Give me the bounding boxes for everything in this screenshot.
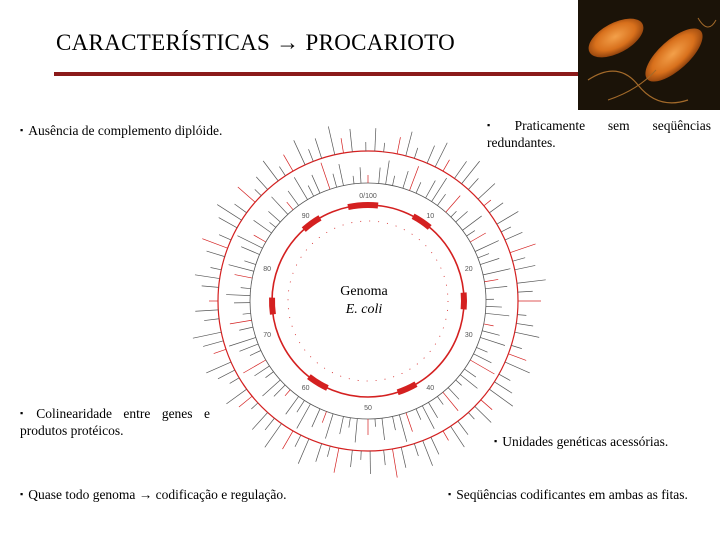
gene-tick: [416, 409, 421, 420]
gene-tick: [437, 194, 445, 205]
gene-tick: [435, 143, 447, 167]
genome-label-species: E. coli: [345, 302, 383, 317]
bullet-coding-text: Quase todo genoma → codificação e regulação.: [28, 487, 287, 502]
gene-tick: [474, 354, 492, 363]
inner-arc-3: [398, 384, 416, 392]
gene-tick: [410, 166, 419, 190]
gene-tick: [202, 239, 227, 248]
gene-tick: [351, 450, 353, 467]
gene-tick: [286, 396, 299, 414]
gene-tick: [309, 149, 314, 161]
gene-tick: [263, 161, 278, 181]
gene-tick: [393, 416, 396, 430]
gene-tick: [399, 415, 406, 442]
gene-tick: [298, 439, 309, 464]
gene-tick: [254, 220, 272, 233]
gene-tick: [353, 176, 354, 184]
gene-tick: [219, 235, 231, 240]
gene-tick: [446, 196, 460, 213]
map-minute-label: 40: [426, 384, 435, 392]
gene-tick: [481, 400, 492, 410]
map-minute-label: 70: [263, 331, 272, 339]
gene-tick: [517, 315, 526, 316]
gene-tick: [325, 414, 333, 439]
gene-tick: [195, 310, 218, 311]
bullet-mark: ▪: [20, 125, 24, 135]
gene-tick: [235, 275, 253, 278]
bullet-redundant: [487, 117, 711, 151]
gene-tick: [279, 167, 285, 176]
gene-tick: [384, 450, 386, 465]
gene-tick: [485, 313, 509, 316]
gene-tick: [312, 175, 320, 193]
inner-arc-5: [272, 298, 273, 315]
bullet-accessory: [494, 433, 714, 450]
gene-tick: [423, 441, 433, 466]
gene-tick: [239, 327, 253, 330]
gene-tick: [218, 370, 235, 379]
gene-tick: [237, 236, 262, 249]
gene-tick: [255, 189, 261, 195]
gene-tick: [214, 349, 226, 353]
bullet-diploid: [20, 122, 280, 139]
genome-label-line1: Genoma: [340, 284, 388, 299]
gene-tick: [297, 404, 311, 428]
gene-tick: [456, 380, 462, 385]
gene-tick: [230, 378, 239, 384]
bullet-accessory-text: Unidades genéticas acessórias.: [502, 434, 669, 449]
bullet-mark: ▪: [448, 489, 452, 499]
map-minute-label: 30: [464, 331, 473, 339]
gene-tick: [517, 280, 546, 283]
gene-tick: [432, 178, 447, 202]
gene-tick: [476, 347, 487, 352]
gene-tick: [483, 269, 510, 275]
gene-tick: [443, 431, 449, 441]
gene-tick: [499, 374, 510, 380]
gene-tick: [484, 324, 494, 326]
gene-tick: [226, 389, 246, 404]
gene-tick: [392, 449, 397, 478]
gene-tick: [462, 216, 481, 230]
map-minute-label: 80: [263, 266, 272, 274]
gene-tick: [193, 332, 221, 338]
gene-tick: [508, 354, 526, 361]
gene-tick: [219, 218, 237, 228]
slide-title: CARACTERÍSTICAS → PROCARIOTO: [56, 30, 456, 55]
gene-tick: [230, 320, 252, 324]
gene-tick: [397, 137, 400, 154]
gene-tick: [254, 366, 269, 376]
gene-tick: [239, 396, 252, 407]
gene-tick: [480, 258, 499, 264]
gene-tick: [505, 232, 522, 240]
gene-tick: [274, 385, 285, 396]
gene-tick: [426, 181, 436, 198]
bullet-coding: [20, 486, 300, 503]
gene-tick: [316, 444, 322, 462]
gene-tick: [464, 369, 475, 377]
gene-tick: [295, 435, 301, 447]
gene-tick: [431, 437, 439, 454]
gene-tick: [243, 313, 251, 314]
gene-tick: [256, 177, 267, 190]
gene-tick: [518, 291, 533, 292]
gene-tick: [494, 382, 512, 393]
gene-tick: [284, 155, 294, 171]
bullet-colinear: [20, 405, 210, 439]
gene-tick: [333, 174, 337, 187]
gene-tick: [475, 241, 499, 252]
gene-tick: [443, 392, 458, 411]
gene-tick: [393, 176, 395, 186]
gene-tick: [468, 412, 474, 419]
gene-tick: [428, 402, 437, 417]
bullet-redundant-text: Praticamente sem seqüências redundantes.: [487, 118, 711, 150]
gene-tick: [360, 167, 361, 183]
genome-label: [316, 283, 412, 319]
gene-tick: [497, 211, 518, 224]
gene-tick: [468, 178, 478, 189]
gene-tick: [270, 222, 276, 227]
gene-tick: [427, 146, 434, 163]
bullet-both-strands: [448, 486, 718, 503]
gene-tick: [482, 331, 499, 336]
gene-tick: [287, 202, 293, 210]
gene-tick: [250, 350, 261, 355]
gene-tick: [262, 380, 280, 396]
gene-tick: [202, 286, 219, 288]
gene-tick: [451, 211, 457, 217]
gene-tick: [207, 251, 225, 257]
gene-tick: [238, 187, 255, 202]
gene-tick: [315, 138, 321, 158]
gene-tick: [458, 421, 468, 435]
gene-tick: [204, 319, 219, 321]
gene-tick: [241, 288, 251, 289]
gene-tick: [513, 258, 526, 261]
gene-tick: [511, 345, 522, 348]
gene-tick: [515, 332, 539, 337]
gene-tick: [456, 211, 468, 222]
gene-tick: [382, 418, 385, 440]
bacteria-photo: [578, 0, 720, 110]
gene-tick: [478, 254, 489, 258]
gene-tick: [470, 233, 486, 242]
map-minute-label: 20: [464, 266, 473, 274]
gene-tick: [401, 447, 406, 467]
gene-tick: [454, 161, 466, 178]
bullet-mark: ▪: [494, 436, 498, 446]
map-minute-label: 50: [364, 405, 372, 412]
gene-tick: [416, 182, 421, 193]
gene-tick: [349, 418, 350, 428]
gene-tick: [283, 431, 294, 449]
gene-tick: [334, 448, 339, 473]
gene-tick: [339, 164, 344, 186]
gene-tick: [355, 419, 357, 443]
map-minute-label: 0/100: [359, 193, 377, 200]
gene-tick: [203, 341, 223, 347]
gene-tick: [478, 183, 495, 199]
gene-tick: [484, 200, 491, 206]
gene-tick: [406, 132, 412, 156]
gene-tick: [240, 344, 259, 351]
gene-tick: [308, 186, 314, 197]
gene-tick: [379, 168, 380, 184]
gene-tick: [229, 265, 254, 272]
gene-tick: [341, 138, 343, 153]
gene-tick: [211, 268, 222, 270]
gene-tick: [443, 160, 450, 171]
gene-tick: [321, 163, 330, 190]
gene-tick: [294, 140, 305, 165]
gene-tick: [327, 446, 330, 457]
map-minute-label: 60: [301, 384, 310, 392]
gene-tick: [312, 409, 320, 427]
gene-tick: [485, 286, 507, 288]
gene-tick: [251, 403, 258, 409]
gene-tick: [322, 411, 326, 422]
gene-tick: [266, 372, 274, 378]
gene-tick: [285, 390, 290, 396]
gene-tick: [505, 362, 530, 373]
gene-tick: [243, 360, 266, 373]
gene-tick: [484, 279, 498, 281]
map-minute-label: 90: [301, 213, 310, 221]
inner-arc-0: [348, 205, 378, 207]
gene-tick: [467, 231, 475, 237]
gene-tick: [448, 388, 459, 400]
inner-arc-4: [309, 377, 328, 388]
gene-tick: [437, 396, 443, 404]
gene-tick: [414, 148, 417, 158]
gene-tick: [510, 244, 536, 253]
bullet-colinear-text: Colinearidade entre genes e produtos protéicos.: [20, 406, 210, 438]
gene-tick: [375, 128, 376, 151]
gene-tick: [268, 211, 280, 222]
gene-tick: [328, 126, 334, 154]
gene-tick: [384, 143, 385, 152]
title-underline: [54, 72, 590, 76]
bullet-mark: ▪: [20, 489, 24, 499]
gene-tick: [515, 265, 536, 269]
map-minute-label: 10: [426, 213, 435, 221]
gene-tick: [340, 416, 344, 434]
gene-tick: [486, 306, 502, 307]
gene-tick: [254, 235, 266, 242]
gene-tick: [475, 406, 491, 422]
gene-tick: [195, 275, 220, 279]
gene-tick: [241, 247, 259, 255]
bullet-mark: ▪: [487, 120, 510, 130]
gene-tick: [244, 261, 255, 265]
gene-tick: [470, 360, 494, 374]
gene-tick: [272, 197, 288, 215]
gene-tick: [235, 204, 247, 213]
bullet-mark: ▪: [20, 408, 32, 418]
gene-tick: [414, 444, 418, 456]
gene-tick: [406, 413, 412, 432]
gene-tick: [480, 337, 505, 345]
gene-tick: [350, 129, 352, 152]
gene-tick: [451, 426, 465, 447]
gene-tick: [489, 203, 503, 213]
bullet-diploid-text: Ausência de complemento diplóide.: [28, 123, 223, 138]
gene-tick: [226, 295, 250, 296]
gene-tick: [516, 323, 533, 326]
gene-tick: [297, 400, 305, 412]
bullet-both-strands-text: Seqüências codificantes em ambas as fitas.: [456, 487, 688, 502]
gene-tick: [206, 362, 231, 373]
gene-tick: [252, 412, 267, 429]
gene-tick: [288, 191, 299, 206]
gene-tick: [501, 227, 511, 232]
gene-tick: [229, 337, 256, 346]
gene-tick: [294, 177, 307, 199]
gene-tick: [265, 418, 274, 430]
gene-tick: [386, 161, 390, 185]
gene-tick: [403, 171, 408, 188]
